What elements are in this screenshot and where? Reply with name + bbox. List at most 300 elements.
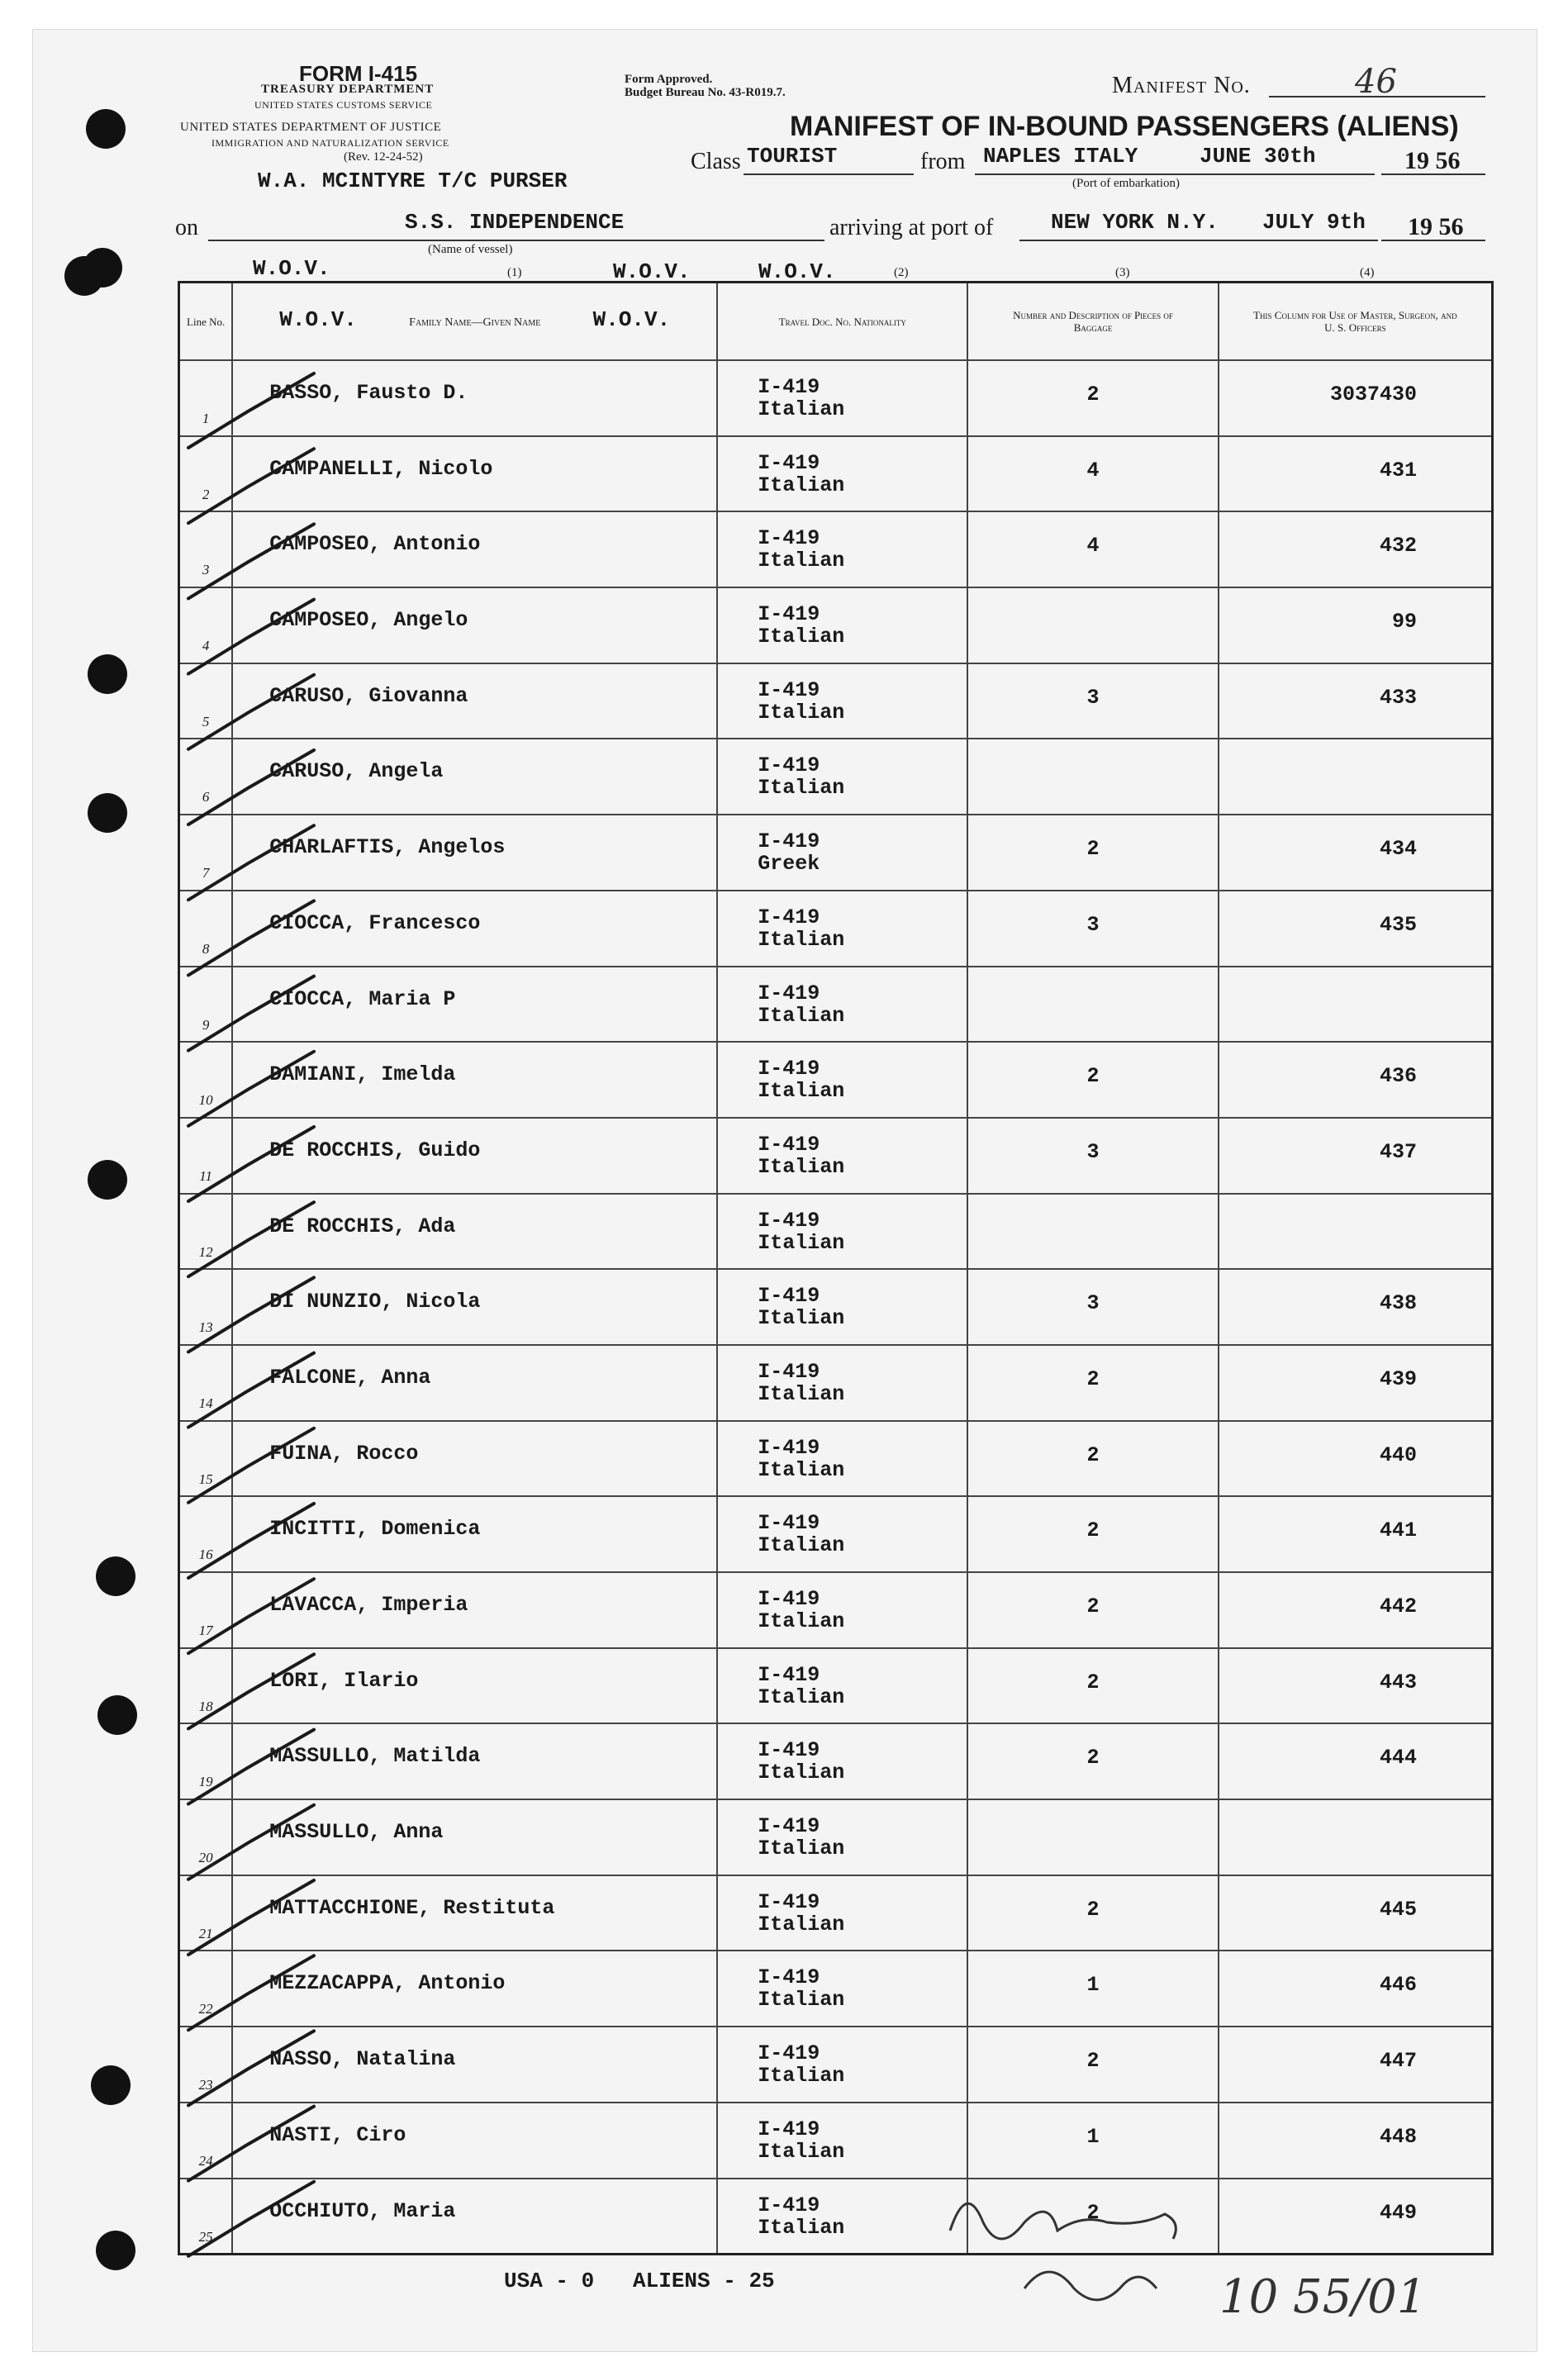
baggage-cell [967,587,1218,663]
travel-doc [718,891,967,951]
passenger-name: CIOCCA, Maria P [269,986,456,1011]
travel-doc [718,1422,967,1481]
officer-number: 436 [1379,1064,1417,1089]
table-row [179,1799,1493,1875]
passenger-name: DAMIANI, Imelda [269,1062,456,1087]
punch-hole [88,654,127,694]
passenger-name: DE ROCCHIS, Guido [269,1138,481,1162]
officer-number: 449 [1379,2200,1417,2225]
passenger-name: BASSO, Fausto D. [269,381,468,405]
name-cell [232,1118,717,1194]
baggage-count: 2 [1086,837,1100,862]
travel-doc [718,588,967,648]
travel-doc-cell [717,1875,967,1951]
doc-number: I-419 [758,1889,820,1914]
year-departure: 19 56 [1404,147,1461,174]
line-number-cell [179,1496,233,1572]
nationality: Italian [758,1609,845,1633]
nationality: Italian [758,1457,845,1482]
line-number-cell [179,967,233,1043]
nationality: Italian [758,1761,845,1785]
line-number: 1 [202,411,210,426]
name-cell [232,739,717,815]
line-number-cell [179,1421,233,1497]
line-number-cell [179,891,233,967]
line-number: 4 [202,638,210,654]
line-number: 5 [202,713,210,729]
baggage-cell [967,1723,1218,1799]
officer-number: 442 [1379,1594,1417,1618]
table-row [179,1421,1493,1497]
col-header-baggage: Number and Description of Pieces of Baggage [967,283,1218,361]
officer-cell [1219,1269,1493,1345]
arrival-underline [1019,240,1378,241]
travel-doc-cell [717,1496,967,1572]
class-value: TOURIST [747,144,838,169]
table-row [179,967,1493,1043]
name-cell [232,511,717,587]
officer-cell [1219,1421,1493,1497]
baggage-cell [967,1648,1218,1724]
line-number: 24 [198,2152,213,2169]
travel-doc-cell [717,436,967,512]
line-number: 23 [198,2077,213,2093]
line-number-cell [179,1042,233,1118]
name-cell [232,587,717,663]
officer-number [1219,739,1491,761]
travel-doc-cell [717,891,967,967]
baggage-count: 2 [1086,383,1100,406]
travel-doc-cell [717,739,967,815]
baggage-count: 2 [1086,2200,1100,2225]
line-number-cell [179,2027,233,2103]
col-header-name [232,283,717,361]
punch-hole [96,1556,135,1596]
line-number: 19 [198,1774,213,1790]
passenger-name: FUINA, Rocco [269,1441,419,1466]
travel-doc-cell [717,663,967,739]
name-cell [232,1345,717,1421]
line-number-cell [179,511,233,587]
line-number: 7 [202,865,210,881]
passenger-name: NASTI, Ciro [269,2122,406,2147]
baggage-cell [967,815,1218,891]
on-label: on [175,215,198,240]
nationality: Italian [758,2215,845,2240]
officer-cell [1219,1194,1493,1270]
doc-number: I-419 [758,2117,820,2141]
punch-hole [96,2231,135,2270]
baggage-cell [967,511,1218,587]
table-row [179,739,1493,815]
year-arrival-underline [1381,240,1485,241]
travel-doc-cell [717,1421,967,1497]
officer-number: 437 [1379,1139,1417,1164]
travel-doc [718,1270,967,1329]
baggage-cell [967,967,1218,1043]
doc-number: I-419 [758,1662,820,1687]
line-number-cell [179,1951,233,2027]
name-cell [232,1875,717,1951]
name-cell [232,2179,717,2255]
passenger-name: CARUSO, Angela [269,759,444,784]
nationality: Italian [758,473,845,497]
officer-cell [1219,1799,1493,1875]
travel-doc [718,1951,967,2011]
nationality: Italian [758,700,845,725]
passenger-name: CAMPOSEO, Angelo [269,608,468,633]
column-number: (3) [1115,266,1130,279]
passenger-name: CARUSO, Giovanna [269,683,468,708]
doc-number: I-419 [758,1057,820,1081]
punch-hole [91,2065,131,2105]
name-cell [232,891,717,967]
name-cell [232,1799,717,1875]
baggage-count: 3 [1086,1139,1100,1164]
travel-doc [718,815,967,875]
name-cell [232,1421,717,1497]
doc-number: I-419 [758,829,820,854]
baggage-count: 2 [1086,1064,1100,1089]
travel-doc [718,1800,967,1860]
baggage-cell [967,1042,1218,1118]
col-header-name-label: Family Name—Given Name [409,316,541,329]
table-row [179,891,1493,967]
baggage-cell [967,739,1218,815]
line-number-cell [179,360,233,436]
passenger-name: MASSULLO, Anna [269,1820,444,1845]
doc-number: I-419 [758,753,820,778]
form-number: FORM I-415 [299,61,418,86]
arrival-port: NEW YORK N.Y. [1051,210,1219,235]
table-row [179,1648,1493,1724]
vessel-underline [208,240,824,241]
travel-doc [718,2103,967,2163]
table-row [179,1042,1493,1118]
port-note: (Port of embarkation) [1072,177,1180,190]
baggage-count [968,588,1217,610]
baggage-count: 2 [1086,1670,1100,1694]
baggage-cell [967,1496,1218,1572]
line-number: 12 [198,1243,213,1260]
name-cell [232,1951,717,2027]
departure-date: JUNE 30th [1200,144,1316,169]
passenger-name: LAVACCA, Imperia [269,1593,468,1617]
name-cell [232,1269,717,1345]
nationality: Italian [758,1306,845,1331]
punch-hole [88,793,127,833]
passenger-name: DE ROCCHIS, Ada [269,1214,456,1238]
nationality: Italian [758,1912,845,1936]
officer-number: 441 [1379,1518,1417,1543]
baggage-cell [967,1572,1218,1648]
officer-number: 440 [1379,1442,1417,1467]
travel-doc [718,1195,967,1254]
table-row [179,815,1493,891]
doc-number: I-419 [758,1359,820,1384]
vessel-name: S.S. INDEPENDENCE [405,210,625,235]
nationality: Italian [758,2064,845,2089]
doc-number: I-419 [758,1738,820,1763]
travel-doc-cell [717,1194,967,1270]
travel-doc-cell [717,2103,967,2179]
passenger-name: CHARLAFTIS, Angelos [269,835,506,860]
passenger-name: CAMPANELLI, Nicolo [269,456,493,481]
name-cell [232,815,717,891]
table-row [179,1345,1493,1421]
line-number-cell [179,1118,233,1194]
col-header-travel-doc: Travel Doc. No. Nationality [717,283,967,361]
table-row [179,1951,1493,2027]
form-approved: Form Approved. [625,73,713,86]
doc-number: I-419 [758,2041,820,2066]
table-row [179,587,1493,663]
officer-number: 447 [1379,2049,1417,2074]
doc-number: I-419 [758,526,820,551]
officer-cell [1219,1118,1493,1194]
doc-number: I-419 [758,1511,820,1536]
passenger-name: NASSO, Natalina [269,2047,456,2072]
line-number: 9 [202,1016,210,1033]
line-number-cell [179,1194,233,1270]
baggage-count: 2 [1086,2049,1100,2074]
line-number-cell [179,739,233,815]
travel-doc [718,1043,967,1102]
travel-doc [718,437,967,497]
travel-doc-cell [717,815,967,891]
class-label: Class [691,149,741,174]
baggage-cell [967,1951,1218,2027]
wov-stamp: W.O.V. [613,259,691,284]
line-number-cell [179,1723,233,1799]
name-cell [232,1648,717,1724]
officer-cell [1219,2179,1493,2255]
line-number: 20 [198,1850,213,1866]
manifest-title: MANIFEST OF IN-BOUND PASSENGERS (ALIENS) [790,111,1459,142]
baggage-cell [967,1118,1218,1194]
baggage-cell [967,1269,1218,1345]
line-number: 10 [198,1092,213,1109]
table-row [179,1875,1493,1951]
baggage-count: 4 [1086,458,1100,482]
from-label: from [920,149,966,174]
travel-doc [718,1724,967,1784]
nationality: Greek [758,852,820,877]
budget-bureau: Budget Bureau No. 43-R019.7. [625,86,786,99]
line-number-cell [179,1875,233,1951]
table-row [179,2103,1493,2179]
punch-hole [83,248,122,287]
table-row [179,360,1493,436]
manifest-no-label: Manifest No. [1112,73,1251,98]
passenger-name: OCCHIUTO, Maria [269,2198,456,2223]
doc-number: I-419 [758,375,820,399]
nationality: Italian [758,625,845,649]
baggage-count: 3 [1086,685,1100,710]
line-number: 17 [198,1623,213,1638]
embarkation-port: NAPLES ITALY [983,144,1138,169]
line-number: 16 [198,1547,213,1563]
baggage-cell [967,1345,1218,1421]
line-number: 15 [198,1471,213,1487]
passenger-name: FALCONE, Anna [269,1365,431,1390]
name-cell [232,1723,717,1799]
nationality: Italian [758,1154,845,1179]
travel-doc-cell [717,1345,967,1421]
officer-cell [1219,587,1493,663]
doc-number: I-419 [758,1284,820,1309]
travel-doc-cell [717,2179,967,2255]
nationality: Italian [758,1685,845,1709]
nationality: Italian [758,927,845,952]
travel-doc-cell [717,587,967,663]
passenger-name: DI NUNZIO, Nicola [269,1290,481,1314]
table-row [179,1118,1493,1194]
line-number-cell [179,436,233,512]
passenger-name: MATTACCHIONE, Restituta [269,1895,555,1920]
officer-number [1219,1195,1491,1216]
officer-cell [1219,2103,1493,2179]
baggage-count [968,739,1217,761]
passenger-name: MASSULLO, Matilda [269,1744,481,1769]
class-underline [744,173,914,175]
arriving-label: arriving at port of [829,215,994,240]
arrival-date: JULY 9th [1262,210,1366,235]
travel-doc [718,739,967,799]
travel-doc-cell [717,360,967,436]
line-number: 18 [198,1698,213,1714]
line-number-cell [179,587,233,663]
line-number-cell [179,1648,233,1724]
table-row [179,2179,1493,2255]
handwritten-note: 10 55/01 [1219,2270,1427,2324]
column-number: (4) [1360,266,1375,279]
wov-stamp: W.O.V. [592,307,671,332]
table-row [179,1723,1493,1799]
punch-hole [88,1160,127,1200]
travel-doc [718,1573,967,1632]
table-row [179,1269,1493,1345]
travel-doc-cell [717,1648,967,1724]
travel-doc-cell [717,1042,967,1118]
line-number-cell [179,1269,233,1345]
totals-line: USA - 0 ALIENS - 25 [504,2269,775,2293]
doc-number: I-419 [758,905,820,929]
officer-cell [1219,815,1493,891]
officer-number: 432 [1379,534,1417,558]
officer-cell [1219,2027,1493,2103]
customs-label: UNITED STATES CUSTOMS SERVICE [254,99,433,111]
travel-doc [718,967,967,1027]
officer-number: 435 [1379,912,1417,937]
purser-name: W.A. MCINTYRE T/C PURSER [258,169,568,193]
year-arrival: 19 56 [1408,213,1464,240]
nationality: Italian [758,1381,845,1406]
baggage-count: 4 [1086,534,1100,558]
punch-hole [97,1695,137,1735]
travel-doc [718,2179,967,2239]
doc-number: I-419 [758,1814,820,1839]
line-number-cell [179,1345,233,1421]
baggage-count: 2 [1086,1366,1100,1391]
name-cell [232,2103,717,2179]
baggage-count: 3 [1086,912,1100,937]
baggage-cell [967,2179,1218,2255]
line-number-cell [179,663,233,739]
baggage-cell [967,663,1218,739]
officer-cell [1219,1723,1493,1799]
line-number: 11 [199,1167,213,1184]
nationality: Italian [758,1837,845,1861]
revision-label: (Rev. 12-24-52) [344,150,423,164]
name-cell [232,1572,717,1648]
travel-doc-cell [717,967,967,1043]
name-cell [232,360,717,436]
year-underline [1381,173,1485,175]
nationality: Italian [758,1079,845,1104]
travel-doc [718,1346,967,1405]
officer-cell [1219,1042,1493,1118]
table-row [179,663,1493,739]
nationality: Italian [758,549,845,573]
doc-number: I-419 [758,1208,820,1233]
line-number: 25 [198,2228,213,2245]
travel-doc [718,1119,967,1178]
baggage-count: 3 [1086,1291,1100,1316]
line-number: 13 [198,1319,213,1336]
officer-cell [1219,360,1493,436]
officer-cell [1219,891,1493,967]
officer-number: 434 [1379,837,1417,862]
officer-number: 446 [1379,1973,1417,1998]
doc-number: I-419 [758,1132,820,1157]
column-number: (2) [894,266,909,279]
from-underline [975,173,1375,175]
travel-doc [718,1649,967,1708]
wov-stamp: W.O.V. [758,259,836,284]
officer-cell [1219,1496,1493,1572]
table-header-row [179,283,1493,361]
col-header-officers: This Column for Use of Master, Surgeon, and U. S. Officers [1219,283,1493,361]
name-cell [232,436,717,512]
baggage-count: 2 [1086,1746,1100,1770]
name-cell [232,663,717,739]
name-cell [232,2027,717,2103]
officer-number: 99 [1391,610,1417,634]
line-number: 2 [202,486,210,502]
officer-number: 445 [1379,1897,1417,1922]
baggage-count: 1 [1086,2124,1100,2149]
officer-number: 439 [1379,1366,1417,1391]
nationality: Italian [758,397,845,421]
line-number: 6 [202,789,210,805]
table-row [179,1572,1493,1648]
baggage-count [968,967,1217,989]
manifest-number: 46 [1355,63,1397,101]
table-row [179,1496,1493,1572]
vessel-note: (Name of vessel) [428,243,513,256]
line-number: 21 [198,1925,213,1941]
nationality: Italian [758,2139,845,2164]
ins-label: IMMIGRATION AND NATURALIZATION SERVICE [211,137,449,149]
nationality: Italian [758,1533,845,1558]
passenger-name: LORI, Ilario [269,1668,419,1693]
baggage-count: 2 [1086,1442,1100,1467]
baggage-cell [967,1421,1218,1497]
officer-number [1219,967,1491,989]
nationality: Italian [758,776,845,801]
travel-doc-cell [717,1799,967,1875]
